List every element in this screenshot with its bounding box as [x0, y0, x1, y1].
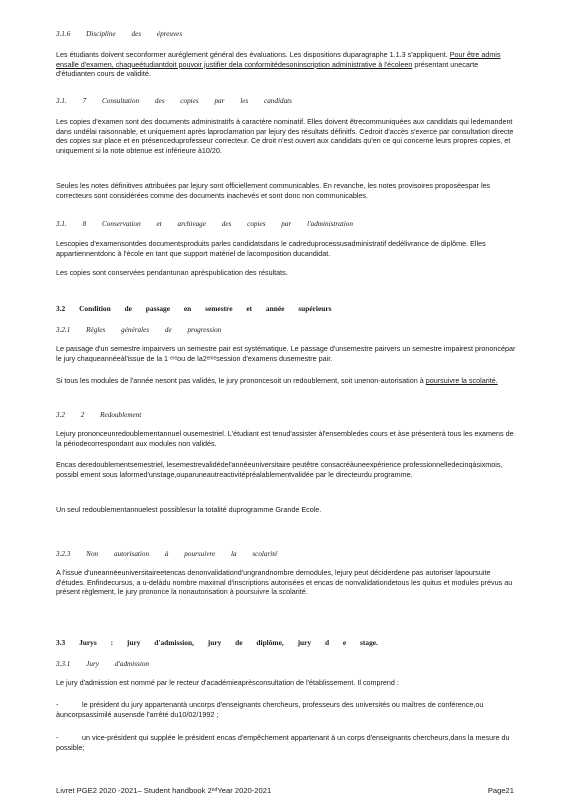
paragraph-progression-2	[56, 376, 516, 386]
paragraph-redoublement-1: Lejury prononceunredoublementannuel ousemestriel. L'étudiant est tenud'assister àl'ensembledes cours et àse présenterà tous les examens de la périodecorrespondant aux modules non validés.	[56, 429, 514, 448]
paragraph-conservation-2: Les copies sont conservées pendantunan aprèspublication des résultats.	[56, 268, 288, 277]
section-heading-3-1-8: 3.1. 8 Conservation et archivage des copies par l'administration	[56, 220, 353, 228]
list-item-president	[56, 700, 516, 719]
paragraph-redoublement-2: Encas deredoublementsemestriel, lesemestrevalidédel'annéeuniversitaire peutêtre consacréàuneexpérience professionnelledecinqàsixmois, possibl ement sous laformed'unstage,ouparuneautreactivitépréalablementvalidée par le directeurdu programme.	[56, 460, 503, 479]
paragraph-redoublement-3: Un seul redoublementannuelest possiblesur la totalité duprogramme Grande Ecole.	[56, 505, 322, 514]
page-footer	[56, 786, 514, 795]
section-heading-3-2-2: 3.2 2 Redoublement	[56, 411, 142, 419]
list-item-vice-president-text: un vice-président qui supplée le président encas d'empêchement appartenant à un corps d'enseignants chercheurs,dans la mesure du possible;	[56, 733, 510, 752]
section-heading-3-2-3: 3.2.3 Non autorisation à poursuivre la scolarité	[56, 550, 278, 558]
bullet-dash: -	[56, 700, 59, 709]
footer-handbook-title: Livret PGE2 2020 -2021– Student handbook 2ⁿᵈYear 2020-2021	[56, 786, 272, 795]
discipline-text-a: Les étudiants doivent seconformer auréglement général des évaluations. Les dispositions duparagraphe 1.1.3 s'appliquent.	[56, 50, 448, 59]
section-heading-3-1-7: 3.1. 7 Consultation des copies par les candidats	[56, 97, 292, 105]
discipline-text-underlined: Pour être admis ensalle d'examen, chaqueétudiantdoit pouvoir justifier dela conformitédesoninscription administrative à l'écoleen	[56, 50, 501, 69]
section-heading-3-3: 3.3 Jurys : jury d'admission, jury de diplôme, jury d e stage.	[56, 638, 378, 647]
section-heading-3-2: 3.2 Condition de passage en semestre et année supérieurs	[56, 304, 332, 313]
paragraph-jury-admission: Le jury d'admission est nommé par le recteur d'académieaprèsconsultation de l'établissement. Il comprend :	[56, 678, 399, 687]
paragraph-consultation-1: Les copies d'examen sont des documents administratifs à caractère nominatif. Elles doivent êtrecommuniquées aux candidats qui ledemandent dans undélai raisonnable, et uniquement après laproclamation par lejury des résultats définitfs. Cedroit d'accès s'exerce par consultation directe des copies sur place et en présenceduprofesseur correcteur. Ce droit n'est ouvert aux candidats qu'en ce qui concerne leurs propres copies, et uniquement si la note obtenue est inférieure à10/20.	[56, 117, 514, 155]
paragraph-progression-1: Le passage d'un semestre impairvers un semestre pair est systématique. Le passage d'unsemestre pairvers un semestre impairest prononcépar le jury chaqueannéeàl'issue de la 1 ᵉʳᵉou de la2ᵉᵐᵉsession d'examens dusemestre pair.	[56, 344, 516, 363]
paragraph-discipline	[56, 50, 516, 79]
progression-text-underlined: poursuivre la scolarité.	[425, 376, 498, 385]
section-heading-3-3-1: 3.3.1 Jury d'admission	[56, 660, 150, 668]
paragraph-conservation-1: Lescopies d'examensontdes documentsproduits parles candidatsdans le cadreduprocessusadministratif dedélivrance de diplôme. Elles appartiennentdonc à l'école en tant que support matériel de lacomposition ducandidat.	[56, 239, 486, 258]
list-item-president-text: le président du jury appartenantà uncorps d'enseignants chercheurs, professeurs des universités ou maîtres de conférence,ou àuncorpsassimilé ausensde l'arrêté du10/02/1992 ;	[56, 700, 484, 719]
section-heading-3-2-1: 3.2.1 Règles générales de progression	[56, 326, 222, 334]
paragraph-non-autorisation: A l'issue d'uneannéeuniversitaireetencas denonvalidationd'ungrandnombre demodules, lejury peut déciderdene pas autoriser lapoursuite d'études. Enfindecursus, a u-delàdu nombre maximal d'inscriptions autorisées et encas de nonvalidationdetous les quitus et modules prévus au présent règlement, le jury prononce la nonautorisation à poursuivre la scolarité.	[56, 568, 513, 597]
bullet-dash: -	[56, 733, 59, 742]
progression-text-a: Si tous les modules de l'année nesont pas validés, le jury prononcesoit un redoublement, soit unenon-autorisation à	[56, 376, 424, 385]
list-item-vice-president	[56, 733, 516, 752]
page-number: Page21	[487, 786, 514, 795]
section-heading-3-1-6: 3.1.6 Discipline des épreuves	[56, 30, 183, 38]
paragraph-consultation-2: Seules les notes définitives attribuées par lejury sont officiellement communicables. En revanche, les notes provisoires proposéespar les correcteurs sont considérées comme des documents inachevés et sont donc non communicables.	[56, 181, 491, 200]
discipline-text-b: présentant unecarte d'étudianten cours de validité.	[56, 59, 479, 79]
